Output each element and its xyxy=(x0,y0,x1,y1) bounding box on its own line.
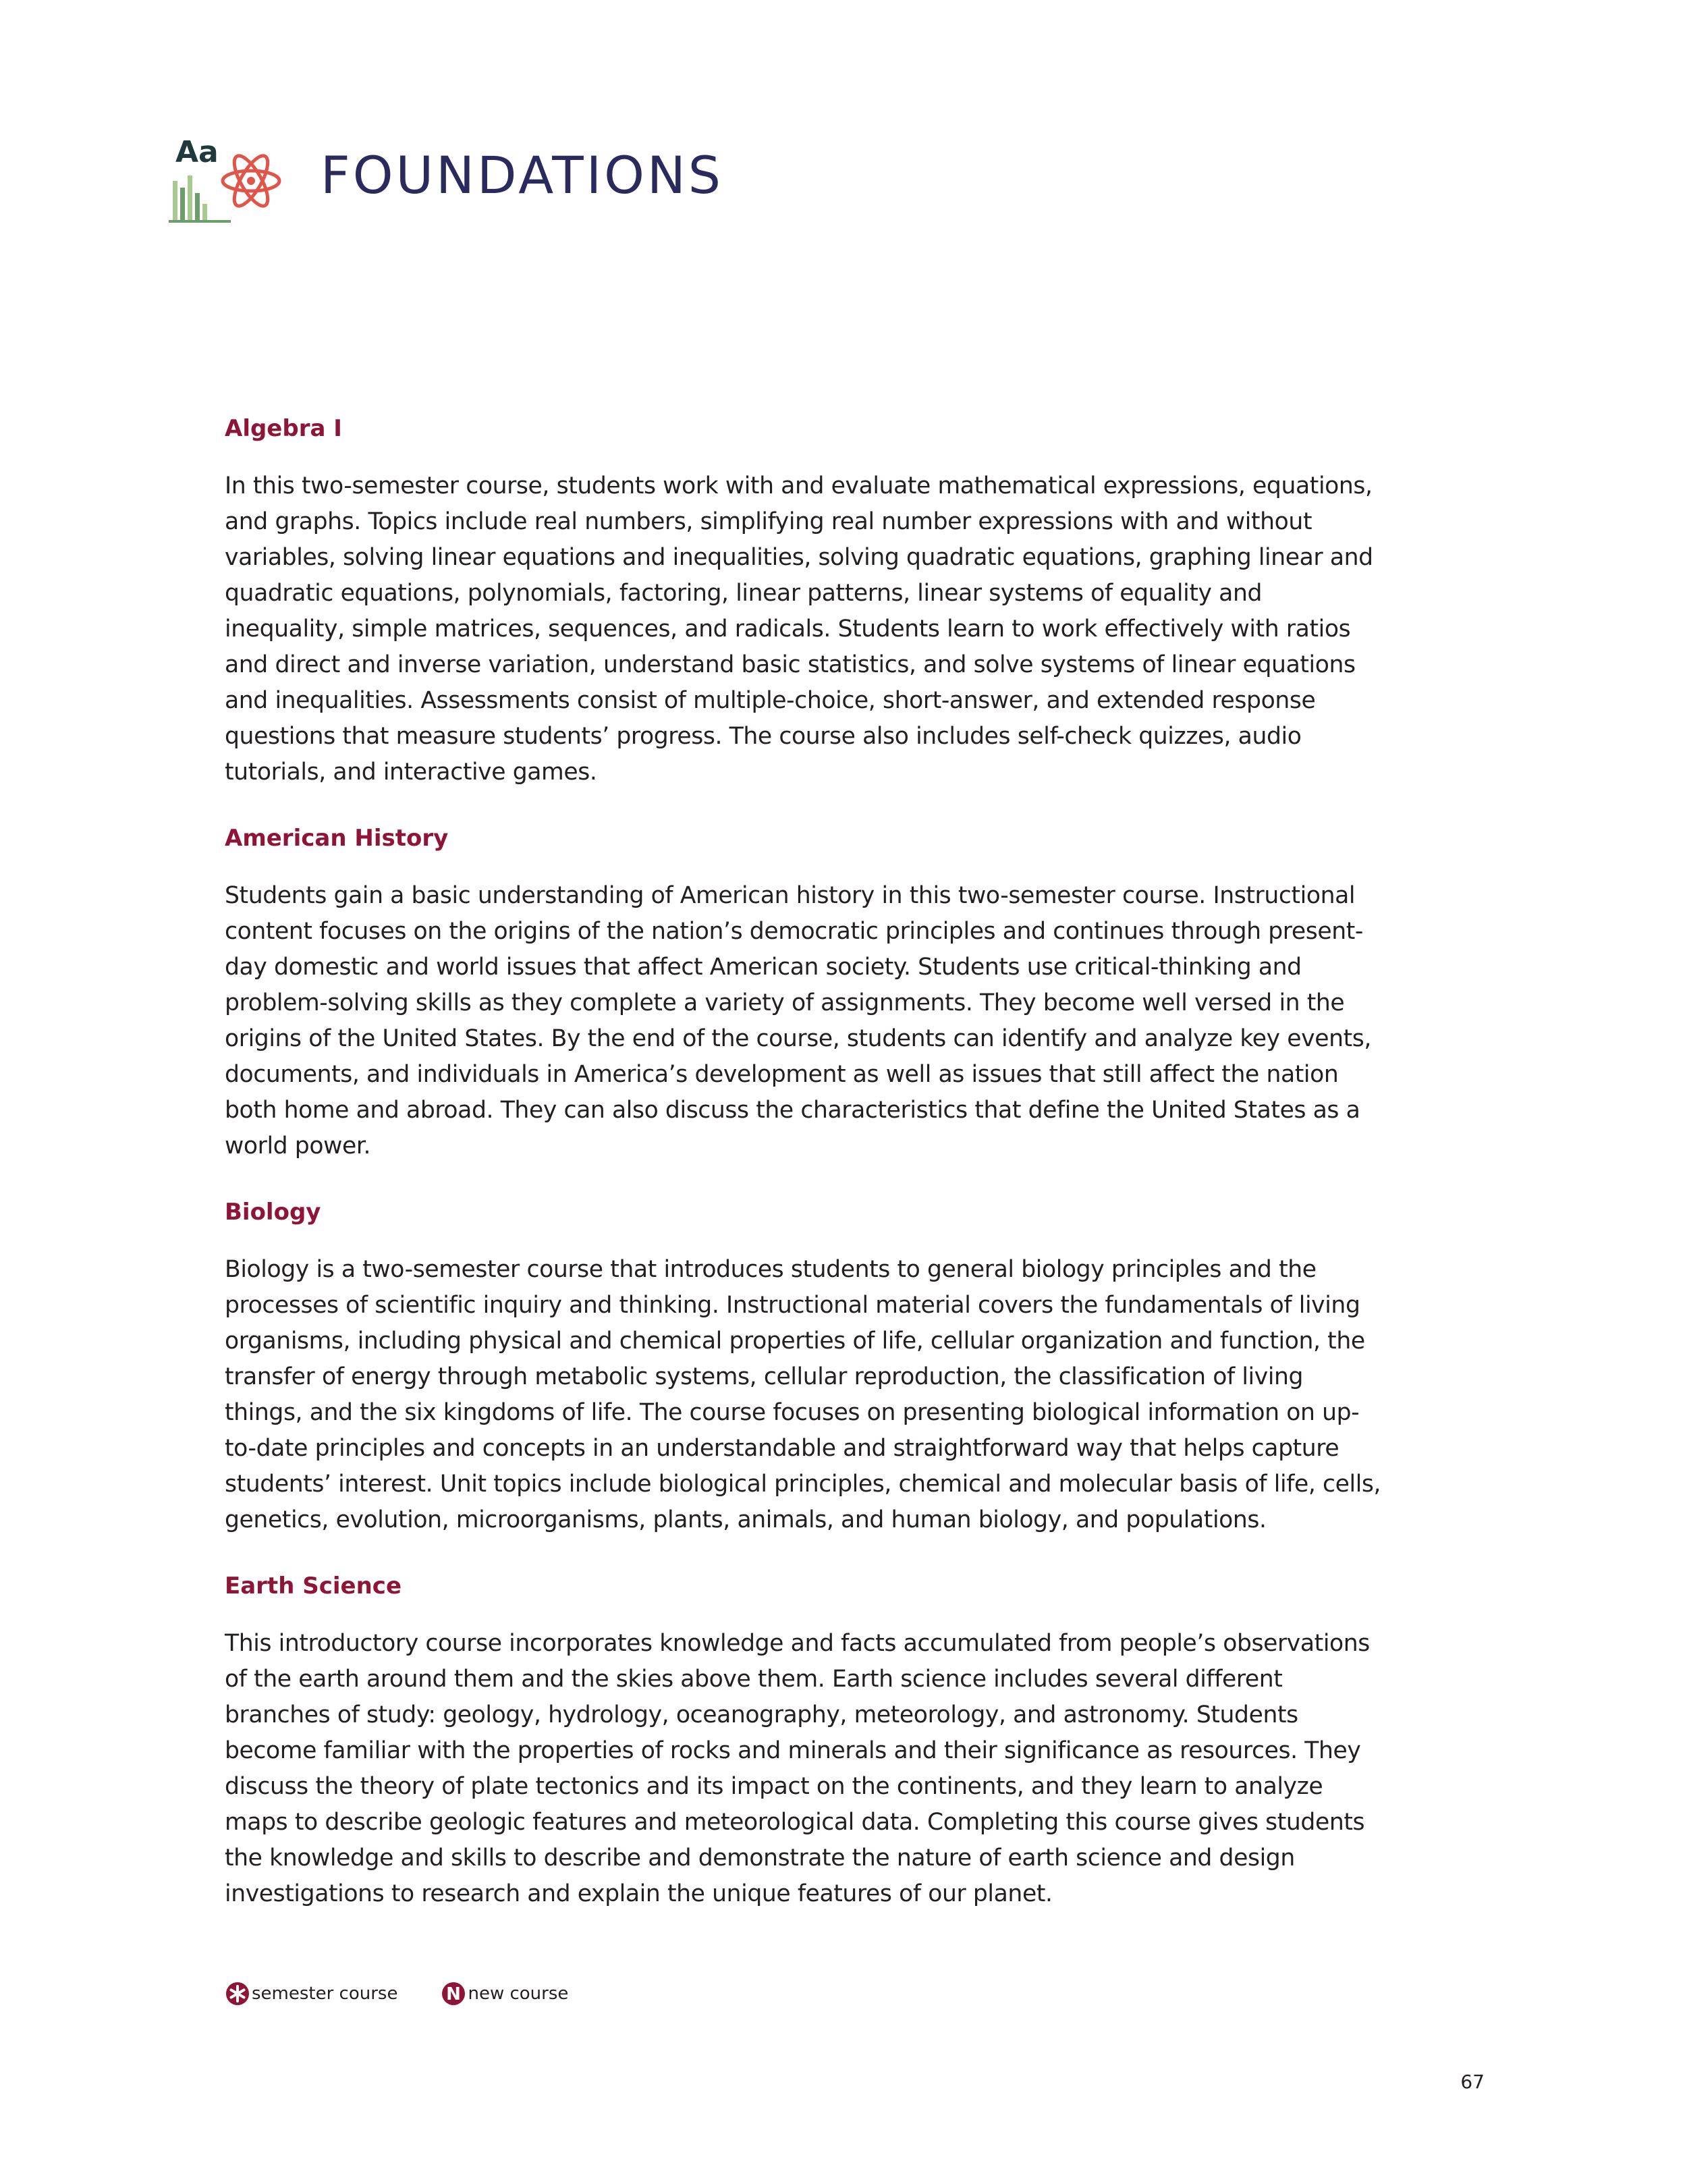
course-title: Biology xyxy=(225,1199,321,1226)
semester-course-icon xyxy=(225,1981,250,2006)
page-title: FOUNDATIONS xyxy=(321,145,724,205)
course-section xyxy=(225,1569,1385,1912)
page-number: 67 xyxy=(1460,2071,1485,2093)
course-description: Biology is a two-semester course that introduces students to general biology principles and the processes of scientific inquiry and thinking. Instructional material covers the fundamentals of living organisms, including physical and chemical properties of life, cellular organization and function, the transfer of energy through metabolic systems, cellular reproduction, the classification of living things, and the six kingdoms of life. The course focuses on presenting biological information on up-to-date principles and concepts in an understandable and straightforward way that helps capture students’ interest. Unit topics include biological principles, chemical and molecular basis of life, cells, genetics, evolution, microorganisms, plants, animals, and human biology, and populations. xyxy=(225,1256,1381,1533)
course-description: In this two-semester course, students work with and evaluate mathematical expressions, equations, and graphs. Topics include real numbers, simplifying real number expressions with and without variables, solving linear equations and inequalities, solving quadratic equations, graphing linear and quadratic equations, polynomials, factoring, linear patterns, linear systems of equality and inequality, simple matrices, sequences, and radicals. Students learn to work effectively with ratios and direct and inverse variation, understand basic statistics, and solve systems of linear equations and inequalities. Assessments consist of multiple-choice, short-answer, and extended response questions that measure students’ progress. The course also includes self-check quizzes, audio tutorials, and interactive games. xyxy=(225,472,1373,786)
logo-aa-text: Aa xyxy=(175,135,219,169)
page-header xyxy=(169,128,978,236)
course-title: Algebra I xyxy=(225,415,342,442)
foundations-logo-icon xyxy=(169,128,297,236)
course-title: American History xyxy=(225,825,449,852)
legend-new-label: new course xyxy=(468,1984,569,2004)
legend-semester-label: semester course xyxy=(252,1984,398,2004)
atom-icon xyxy=(223,151,279,211)
course-section xyxy=(225,821,1385,1164)
legend xyxy=(225,1981,611,2006)
legend-new xyxy=(441,1981,568,2006)
new-course-icon xyxy=(441,1981,466,2006)
foundations-logo xyxy=(169,128,297,236)
legend-semester xyxy=(225,1981,397,2006)
course-list xyxy=(225,412,1385,1943)
course-section xyxy=(225,1195,1385,1538)
course-description: This introductory course incorporates knowledge and facts accumulated from people’s observations of the earth around them and the skies above them. Earth science includes several different branches of study: geology, hydrology, oceanography, meteorology, and astronomy. Students become familiar with the properties of rocks and minerals and their significance as resources. They discuss the theory of plate tectonics and its impact on the continents, and they learn to analyze maps to describe geologic features and meteorological data. Completing this course gives students the knowledge and skills to describe and demonstrate the nature of earth science and design investigations to research and explain the unique features of our planet. xyxy=(225,1630,1370,1907)
course-title: Earth Science xyxy=(225,1573,402,1600)
new-course-icon-letter: N xyxy=(446,1984,462,2004)
course-section xyxy=(225,412,1385,790)
course-description: Students gain a basic understanding of American history in this two-semester course. Instructional content focuses on the origins of the nation’s democratic principles and continues through present-day domestic and world issues that affect American society. Students use critical-thinking and problem-solving skills as they complete a variety of assignments. They become well versed in the origins of the United States. By the end of the course, students can identify and analyze key events, documents, and individuals in America’s development as well as issues that still affect the nation both home and abroad. They can also discuss the characteristics that define the United States as a world power. xyxy=(225,882,1371,1159)
